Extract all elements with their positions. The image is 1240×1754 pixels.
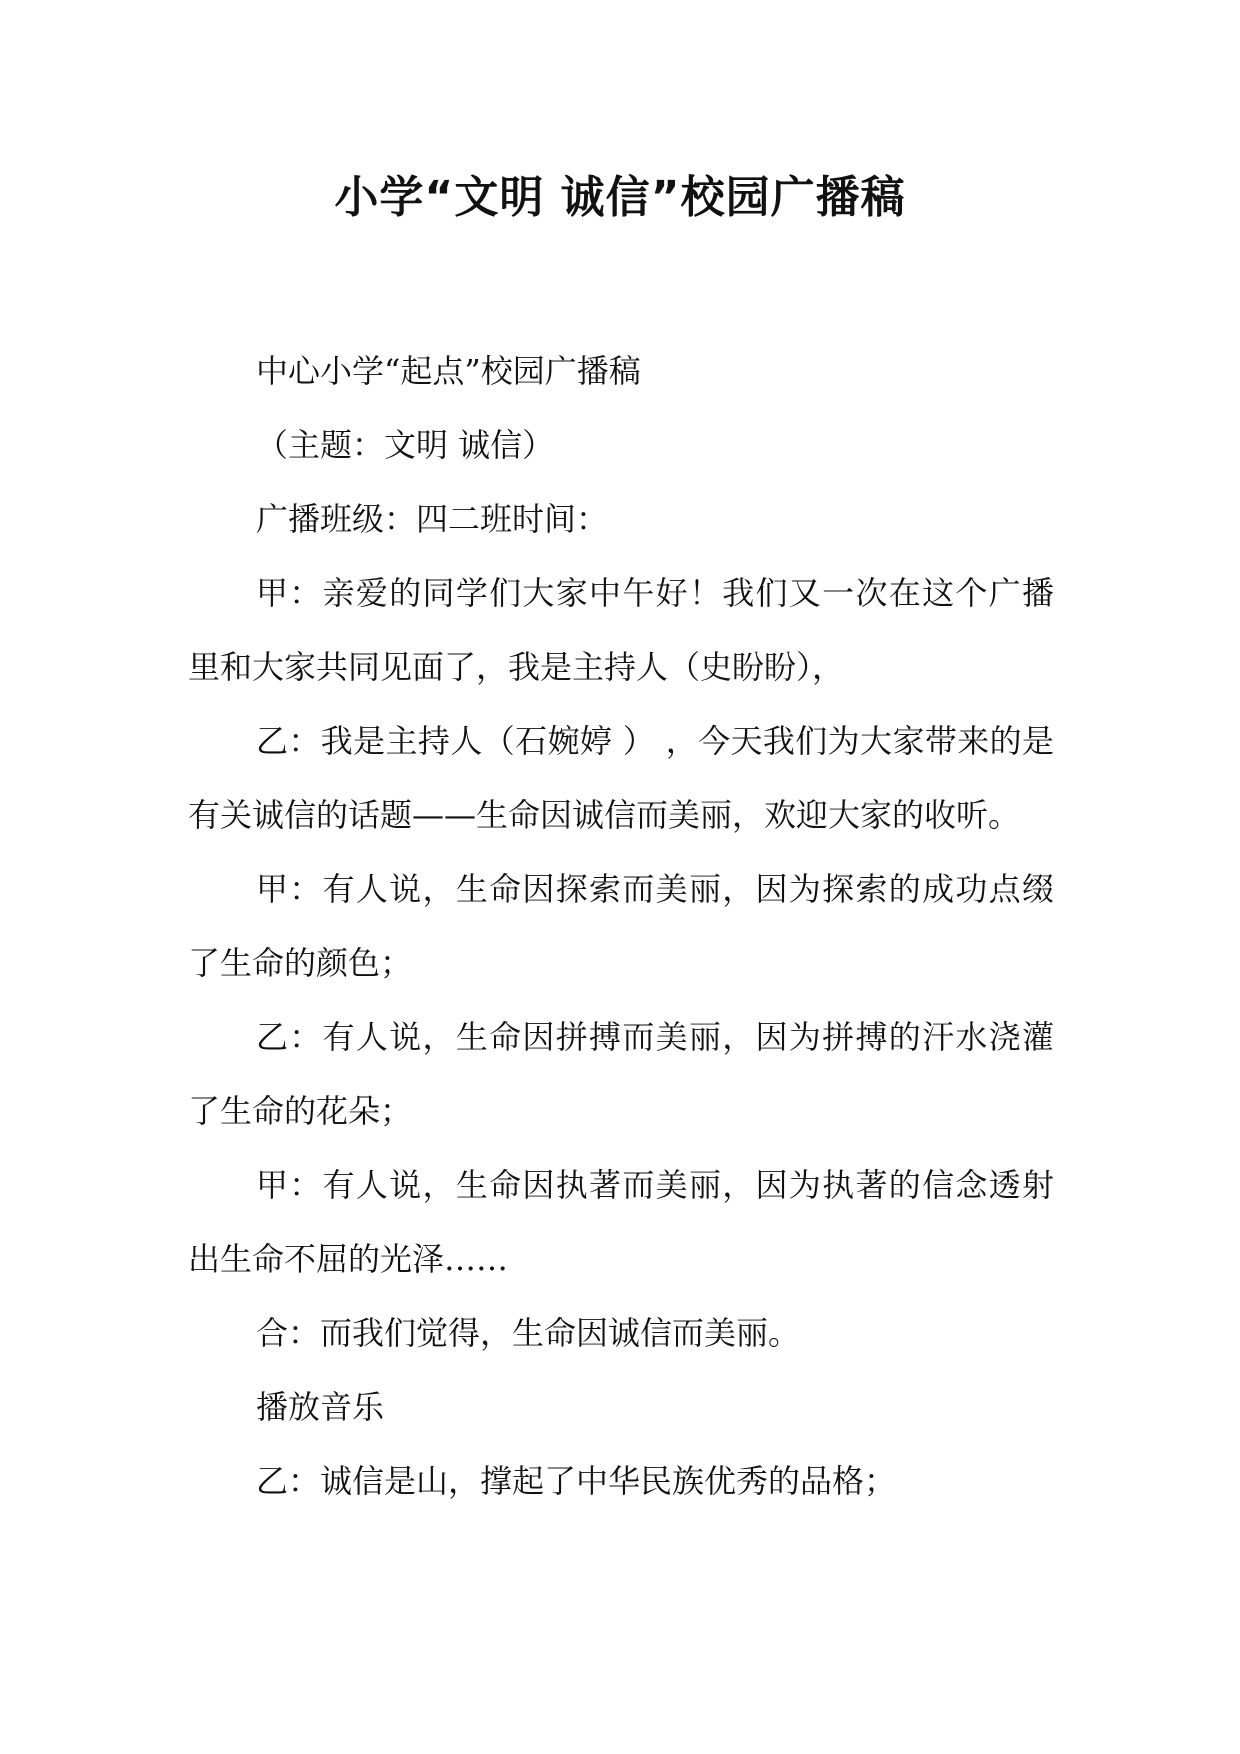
- paragraph-class-time: 广播班级：四二班时间：: [256, 500, 609, 538]
- paragraph-host-a-persistence: 甲：有人说，生命因执著而美丽，因为执著的信念透射出生命不屈的光泽……: [188, 1166, 1054, 1278]
- paragraph-school-heading: 中心小学“起点”校园广播稿: [256, 352, 641, 390]
- paragraph-host-b-intro: 乙：我是主持人（石婉婷 ） ，今天我们为大家带来的是有关诚信的话题——生命因诚信而美丽，欢迎大家的收听。: [188, 722, 1054, 834]
- document-title: 小学“文明 诚信”校园广播稿: [334, 172, 906, 223]
- paragraph-theme: （主题：文明 诚信）: [256, 426, 555, 464]
- document-body: [188, 334, 1054, 1518]
- paragraph-host-a-exploration: 甲：有人说，生命因探索而美丽，因为探索的成功点缀了生命的颜色；: [188, 870, 1054, 982]
- paragraph-together: 合：而我们觉得，生命因诚信而美丽。: [256, 1314, 801, 1352]
- paragraph-host-a-greeting: 甲：亲爱的同学们大家中午好！我们又一次在这个广播里和大家共同见面了，我是主持人（史盼盼），: [188, 574, 1054, 686]
- paragraph-host-b-mountain: 乙：诚信是山，撑起了中华民族优秀的品格；: [256, 1462, 897, 1500]
- paragraph-play-music: 播放音乐: [256, 1388, 385, 1426]
- paragraph-host-b-striving: 乙：有人说，生命因拼搏而美丽，因为拼搏的汗水浇灌了生命的花朵；: [188, 1018, 1054, 1130]
